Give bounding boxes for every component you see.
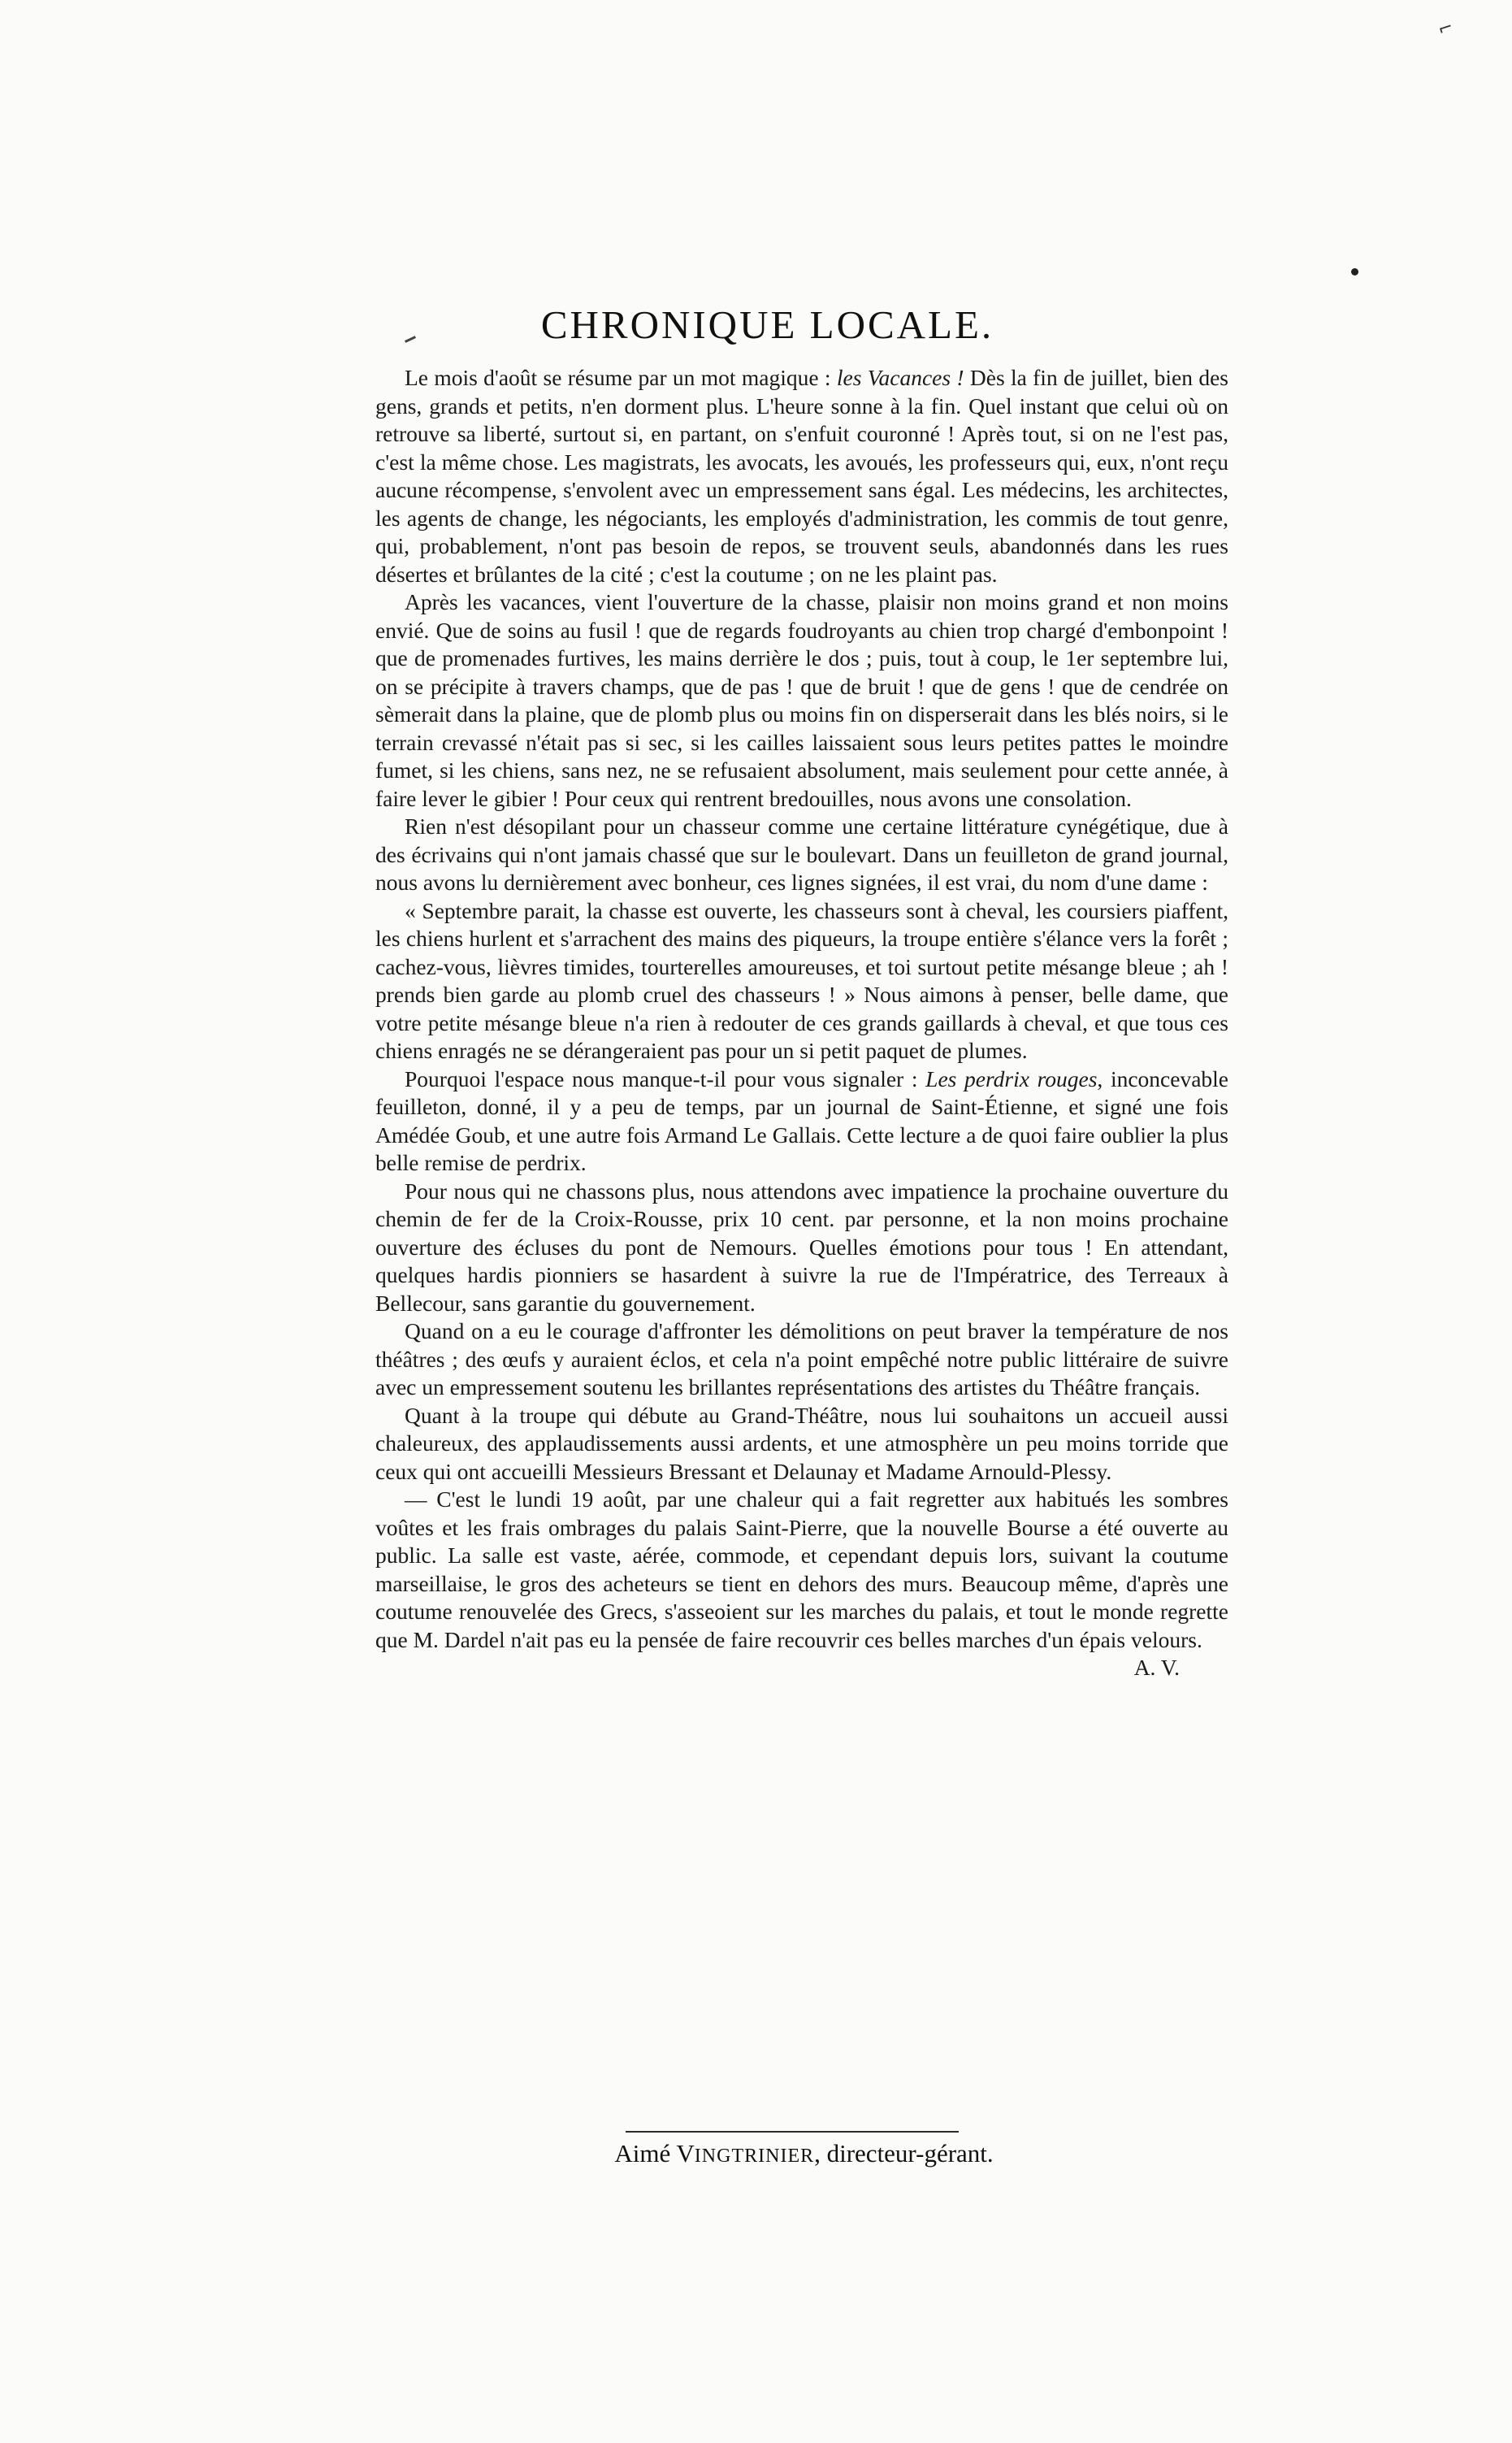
article-body [375, 364, 1228, 1682]
article-paragraph: Pourquoi l'espace nous manque-t-il pour vous signaler : Les perdrix rouges, inconcevable feuilleton, donné, il y a peu de temps, par un journal de Saint-Étienne, et signé une fois Amédée Goub, et une autre fois Armand Le Gallais. Cette lecture a de quoi faire oublier la plus belle remise de perdrix. [375, 1065, 1228, 1175]
publisher-role: , directeur-gérant. [814, 2139, 994, 2167]
article-paragraph: Pour nous qui ne chassons plus, nous attendons avec impatience la prochaine ouverture du chemin de fer de la Croix-Rousse, prix 10 cent. par personne, et la non moins prochaine ouverture des écluses du pont de Nemours. Quelles émotions pour tous ! En attendant, quelques hardis pionniers se hasardent à suivre la rue de l'Impératrice, des Terreaux à Bellecour, sans garantie du gouvernement. [375, 1178, 1228, 1316]
author-signature: A. V. [1133, 1655, 1180, 1680]
article-paragraph: Rien n'est désopilant pour un chasseur comme une certaine littérature cynégétique, due à des écrivains qui n'ont jamais chassé que sur le boulevart. Dans un feuilleton de grand journal, nous avons lu dernièrement avec bonheur, ces lignes signées, il est vrai, du nom d'une dame : [375, 814, 1228, 895]
footer-rule [626, 2131, 959, 2133]
corner-mark: ⌐ [1435, 16, 1456, 41]
article-paragraph: Le mois d'août se résume par un mot magique : les Vacances ! Dès la fin de juillet, bien des gens, grands et petits, n'en dorment plus. L'heure sonne à la fin. Quel instant que celui où on retrouve sa liberté, surtout si, en partant, on s'enfuit couronné ! Après tout, si on ne l'est pas, c'est la même chose. Les magistrats, les avocats, les avoués, les professeurs qui, eux, n'ont reçu aucune récompense, s'envolent avec un empressement sans égal. Les médecins, les architectes, les agents de change, les négociants, les employés d'administration, les commis de tout genre, qui, probablement, n'ont pas besoin de repos, se trouvent seuls, abandonnés dans les rues désertes et brûlantes de la cité ; c'est la coutume ; on ne les plaint pas. [375, 365, 1228, 587]
ink-dot [1351, 268, 1358, 276]
publisher-first-name: Aimé [614, 2139, 671, 2167]
publisher-line [0, 2137, 1512, 2172]
article-paragraph: — C'est le lundi 19 août, par une chaleur qui a fait regretter aux habitués les sombres voûtes et les frais ombrages du palais Saint-Pierre, que la nouvelle Bourse a été ouverte au public. La salle est vaste, aérée, commode, et cependant depuis lors, suivant la coutume marseillaise, le gros des acheteurs se tient en dehors des murs. Beaucoup même, d'après une coutume renouvelée des Grecs, s'asseoient sur les marches du palais, et tout le monde regrette que M. Dardel n'ait pas eu la pensée de faire recouvrir ces belles marches d'un épais velours. A. V. [375, 1486, 1228, 1654]
article-paragraph: Quand on a eu le courage d'affronter les démolitions on peut braver la température de nos théâtres ; des œufs y auraient éclos, et cela n'a point empêché notre public littéraire de suivre avec un empressement soutenu les brillantes représentations des artistes du Théâtre français. [375, 1318, 1228, 1399]
article-paragraph: Après les vacances, vient l'ouverture de la chasse, plaisir non moins grand et non moins envié. Que de soins au fusil ! que de regards foudroyants au chien trop chargé d'embonpoint ! que de promenades furtives, les mains derrière le dos ; puis, tout à coup, le 1er septembre lui, on se précipite à travers champs, que de pas ! que de bruit ! que de gens ! que de cendrée on sèmerait dans la plaine, que de plomb plus ou moins fin on disperserait dans les blés noirs, si le terrain crevassé n'était pas si sec, si les cailles laissaient sous leurs petites pattes le moindre fumet, si les chiens, sans nez, ne se refusaient absolument, mais seulement pour cette année, à faire lever le gibier ! Pour ceux qui rentrent bredouilles, nous avons une consolation. [375, 589, 1228, 811]
publisher-last-name: VINGTRINIER [676, 2139, 815, 2167]
article-paragraph: « Septembre parait, la chasse est ouverte, les chasseurs sont à cheval, les coursiers piaffent, les chiens hurlent et s'arrachent des mains des piqueurs, la troupe entière s'élance vers la forêt ; cachez-vous, lièvres timides, tourterelles amoureuses, et toi surtout petite mésange bleue ; ah ! prends bien garde au plomb cruel des chasseurs ! » Nous aimons à penser, belle dame, que votre petite mésange bleue n'a rien à redouter de ces grands gaillards à cheval, et que tous ces chiens enragés ne se dérangeraient pas pour un si petit paquet de plumes. [375, 897, 1228, 1063]
page-title: CHRONIQUE LOCALE. [540, 302, 994, 347]
article-paragraph: Quant à la troupe qui débute au Grand-Théâtre, nous lui souhaitons un accueil aussi chaleureux, des applaudissements aussi ardents, et une atmosphère un peu moins torride que ceux qui ont accueilli Messieurs Bressant et Delaunay et Madame Arnould-Plessy. [375, 1402, 1228, 1484]
